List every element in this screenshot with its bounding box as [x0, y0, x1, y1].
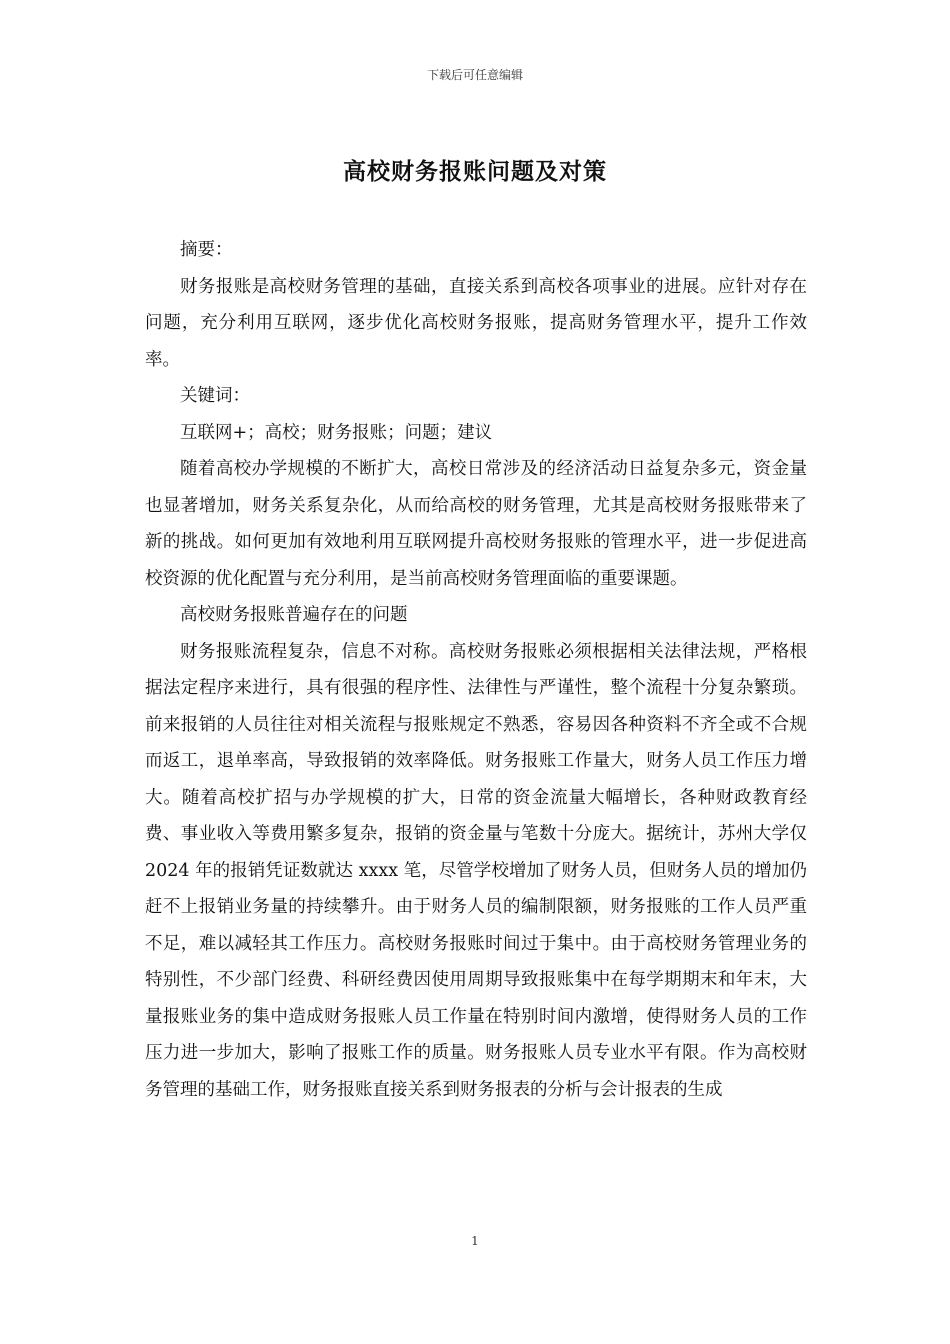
keywords-heading: 关键词：: [180, 386, 250, 406]
body-paragraph: 财务报账流程复杂，信息不对称。高校财务报账必须根据相关法律法规，严格根据法定程序来进行，具有很强的程序性、法律性与严谨性，整个流程十分复杂繁琐。前来报销的人员往往对相关流程与报账规定不熟悉，容易因各种资料不齐全或不合规而返工，退单率高，导致报销的效率降低。财务报账工作量大，财务人员工作压力增大。随着高校扩招与办学规模的扩大，日常的资金流量大幅增长，各种财政教育经费、事业收入等费用繁多复杂，报销的资金量与笔数十分庞大。据统计，苏州大学仅 2024 年的报销凭证数就达 xxxx 笔，尽管学校增加了财务人员，但财务人员的增加仍赶不上报销业务量的持续攀升。由于财务人员的编制限额，财务报账的工作人员严重不足，难以减轻其工作压力。高校财务报账时间过于集中。由于高校财务管理业务的特别性，不少部门经费、科研经费因使用周期导致报账集中在每学期期末和年末，大量报账业务的集中造成财务报账人员工作量在特别时间内激增，使得财务人员的工作压力进一步加大，影响了报账工作的质量。财务报账人员专业水平有限。作为高校财务管理的基础工作，财务报账直接关系到财务报表的分析与会计报表的生成: [145, 641, 807, 1100]
abstract-paragraph: 财务报账是高校财务管理的基础，直接关系到高校各项事业的进展。应针对存在问题，充分利用互联网，逐步优化高校财务报账，提高财务管理水平，提升工作效率。: [145, 276, 807, 370]
page-number: 1: [471, 1234, 479, 1248]
keywords-list: 互联网+；高校；财务报账；问题；建议: [180, 422, 493, 443]
abstract-heading: 摘要：: [180, 240, 233, 260]
document-body: [145, 232, 807, 1108]
page-header: 下载后可任意编辑: [426, 68, 523, 82]
section-heading: 高校财务报账普遍存在的问题: [180, 605, 408, 625]
document-title: 高校财务报账问题及对策: [343, 158, 607, 185]
intro-paragraph: 随着高校办学规模的不断扩大，高校日常涉及的经济活动日益复杂多元，资金量也显著增加，财务关系复杂化，从而给高校的财务管理，尤其是高校财务报账带来了新的挑战。如何更加有效地利用互联网提升高校财务报账的管理水平，进一步促进高校资源的优化配置与充分利用，是当前高校财务管理面临的重要课题。: [145, 459, 807, 589]
